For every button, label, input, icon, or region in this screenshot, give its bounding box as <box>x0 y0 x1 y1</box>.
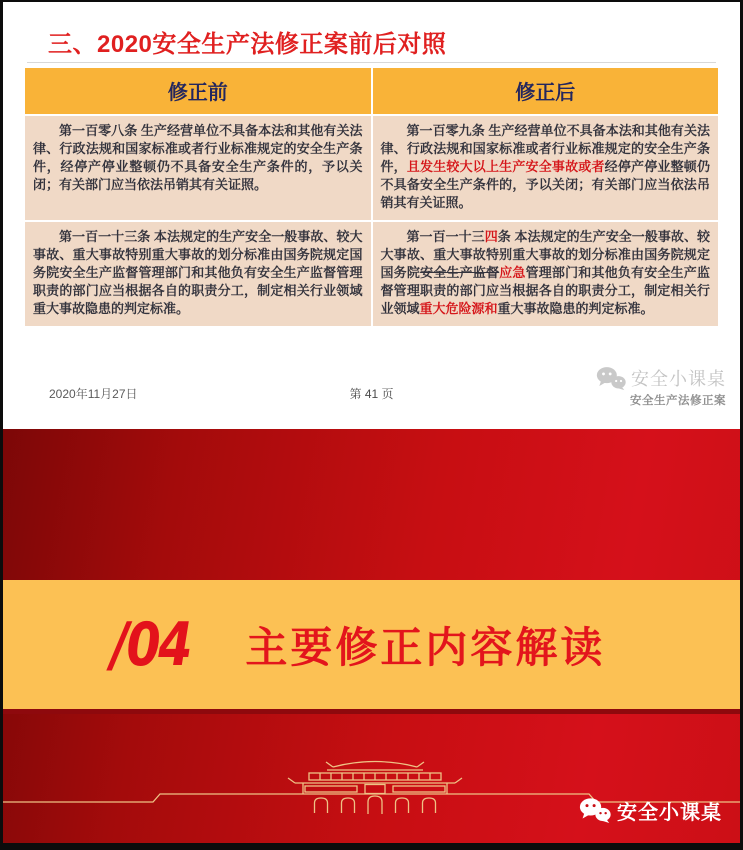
article-text: 第一百一十三条 本法规定的生产安全一般事故、较大事故、重大事故特别重大事故的划分标准由国务院规定国务院安全生产监督管理部门和其他负有安全生产监督管理职责的部门应当根据各自的职责分工，制定相关行业领域重大事故隐患的判定标准。 <box>33 229 363 316</box>
cell-article113-before <box>25 222 371 326</box>
table-row <box>25 222 718 326</box>
slide-section-divider <box>3 429 740 845</box>
cell-article114-after <box>373 222 719 326</box>
cell-article109-after <box>373 116 719 220</box>
title-divider <box>27 62 716 63</box>
article-text: 第一百零九条 生产经营单位不具备本法和其他有关法律、行政法规和国家标准或者行业标准规定的安全生产条件，且发生较大以上生产安全事故或者经停产停业整顿仍不具备安全生产条件的，予以关闭；有关部门应当依法吊销其有关证照。 <box>380 123 710 210</box>
column-header-before: 修正前 <box>25 68 371 114</box>
slide2-brand <box>579 796 722 825</box>
cell-article108-before <box>25 116 371 220</box>
comparison-table <box>25 68 718 326</box>
slide-title: 三、2020安全生产法修正案前后对照 <box>48 31 447 58</box>
slide-footer <box>3 366 740 412</box>
slide-comparison <box>3 2 740 424</box>
footer-date: 2020年11月27日 <box>49 387 138 401</box>
article-text: 第一百零八条 生产经营单位不具备本法和其他有关法律、行政法规和国家标准或者行业标准规定的安全生产条件，经停产停业整顿仍不具备安全生产条件的，予以关闭；有关部门应当依法吊销其有关证照。 <box>33 123 363 192</box>
section-title: 主要修正内容解读 <box>245 623 606 671</box>
footer-page-number: 第 41 页 <box>349 387 394 401</box>
table-header-row <box>25 68 718 114</box>
brand-subtitle: 安全生产法修正案 <box>630 395 726 407</box>
brand-name: 安全小课桌 <box>617 802 722 824</box>
article-text: 第一百一十三四条 本法规定的生产安全一般事故、较大事故、重大事故特别重大事故的划分标准由国务院规定国务院安全生产监督应急管理部门和其他负有安全生产监督管理职责的部门应当根据各自的职责分工，制定相关行业领域重大危险源和重大事故隐患的判定标准。 <box>380 229 710 316</box>
table-row <box>25 116 718 220</box>
wechat-bubbles-icon <box>579 797 611 824</box>
bottom-frame-bar <box>3 843 740 850</box>
column-header-after: 修正后 <box>373 68 719 114</box>
section-banner <box>3 580 740 714</box>
brand-name: 安全小课桌 <box>631 369 726 389</box>
section-number: /04 <box>111 609 191 680</box>
wechat-bubbles-icon <box>596 366 626 391</box>
footer-brand <box>596 365 726 408</box>
